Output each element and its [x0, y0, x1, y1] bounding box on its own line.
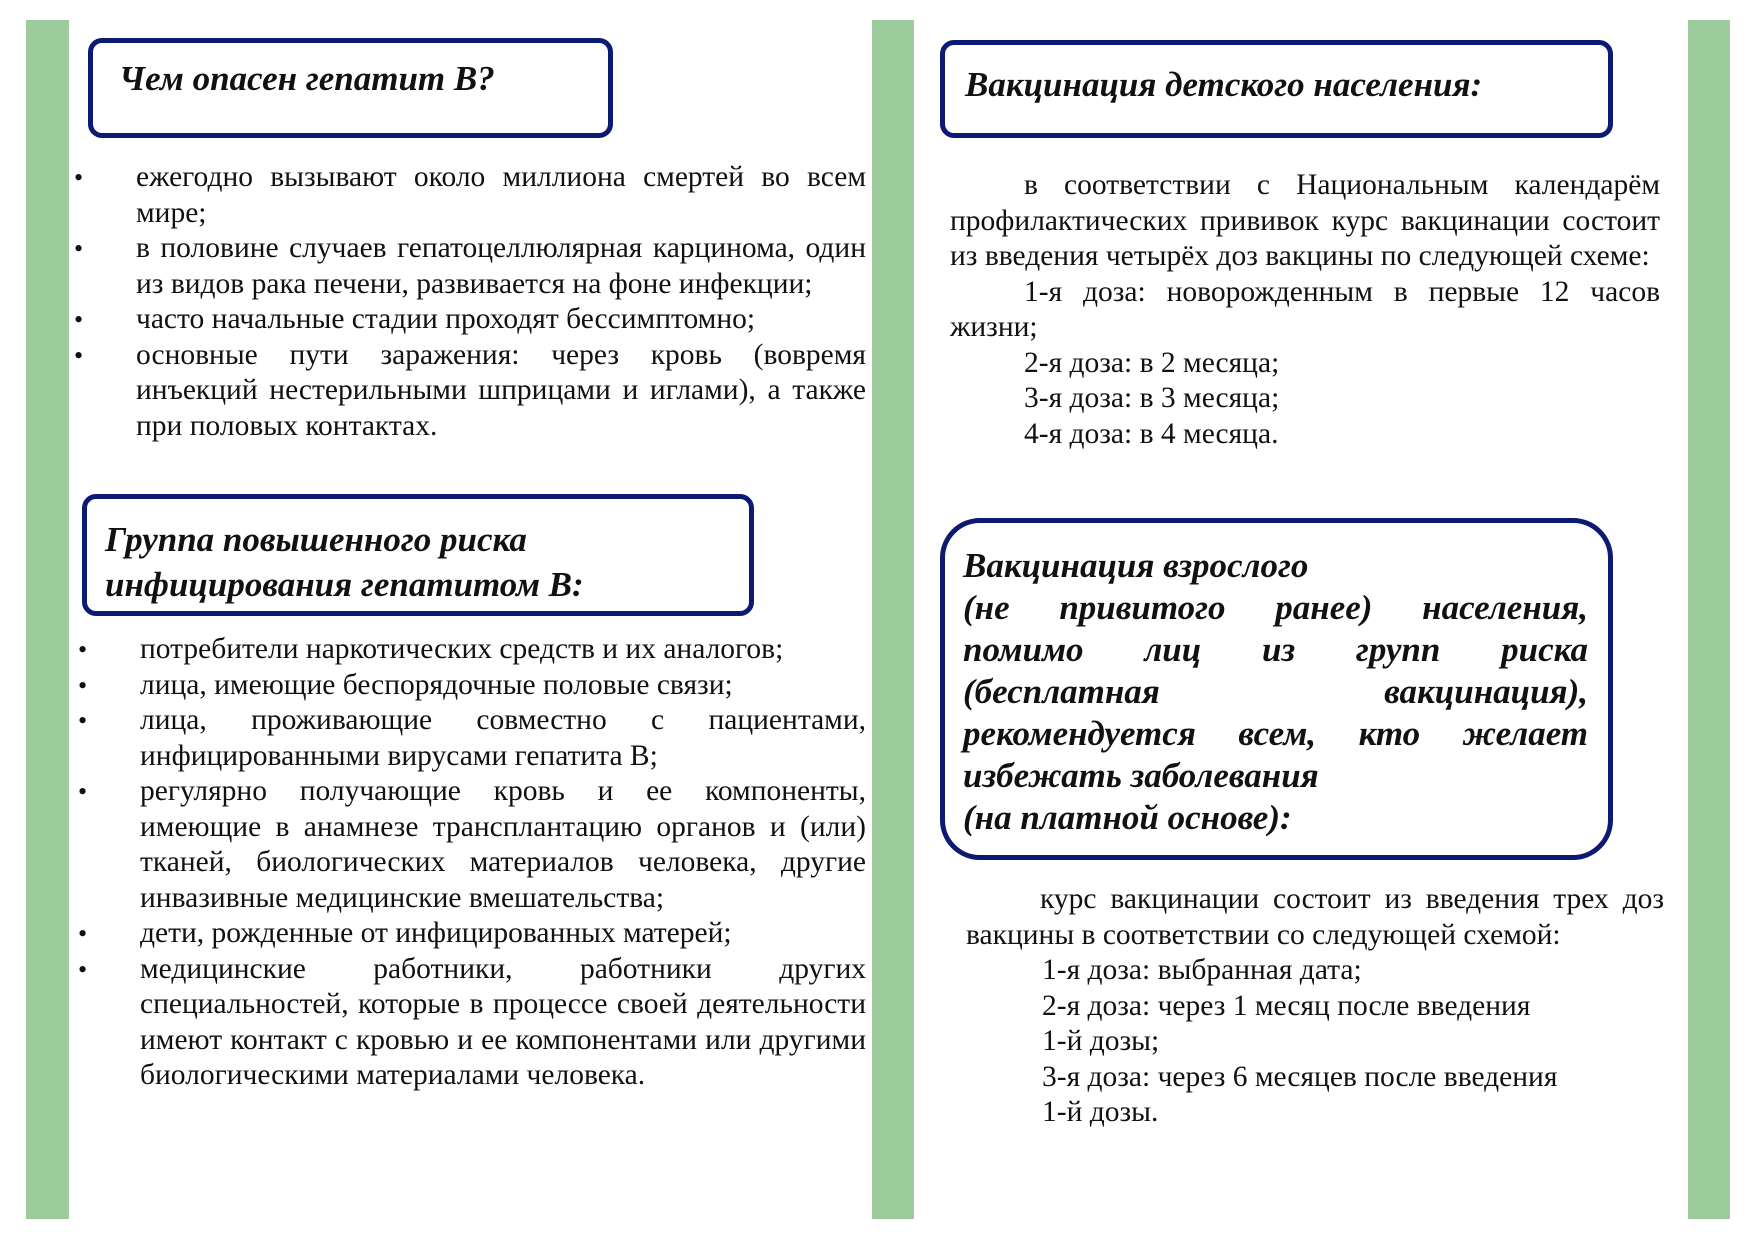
heading-adult-line: (на платной основе): [963, 798, 1292, 837]
child-vaccination-text [950, 168, 1660, 452]
heading-risk-group-line2: инфицирования гепатитом В: [105, 565, 584, 604]
list-item: • ежегодно вызывают около миллиона смертей во всем мире; [74, 161, 866, 229]
adult-dose-2: 2-я доза: через 1 месяц после введения [1042, 989, 1531, 1022]
bullet-icon: • [74, 340, 84, 370]
heading-child-vaccination: Вакцинация детского населения: [965, 65, 1483, 104]
heading-adult-line: избежать заболевания [963, 756, 1319, 795]
heading-adult-line: (не привитого ранее) населения, [963, 588, 1588, 627]
bullet-icon: • [74, 305, 84, 334]
adult-dose-3-cont: 1-й дозы. [1042, 1096, 1159, 1128]
child-dose-4: 4-я доза: в 4 месяца. [1024, 417, 1279, 450]
bullet-icon: • [74, 234, 84, 263]
heading-adult-line: Вакцинация взрослого [963, 546, 1309, 585]
heading-danger-box [88, 38, 613, 138]
heading-adult-line: помимо лиц из групп риска [963, 630, 1588, 669]
adult-dose-3: 3-я доза: через 6 месяцев после введения [1042, 1060, 1558, 1093]
bullet-icon: • [78, 706, 88, 735]
list-item: • часто начальные стадии проходят бессимптомно; [136, 302, 866, 338]
child-dose-1: 1-я доза: новорожденным в первые 12 часов жизни; [950, 275, 1660, 343]
middle-green-stripe [872, 20, 914, 1219]
child-intro: в соответствии с Национальным календарём профилактических прививок курс вакцинации состоит из введения четырёх доз вакцины по следующей схеме: [950, 169, 1660, 272]
danger-list [74, 160, 866, 444]
heading-adult-line: рекомендуется всем, кто желает [963, 714, 1588, 753]
list-item: • медицинские работники, работники других специальностей, которые в процессе своей деятельности имеют контакт с кровью и ее компонентами или другими биологическими материалами человека. [78, 952, 866, 1091]
child-dose-3: 3-я доза: в 3 месяца; [1024, 382, 1280, 414]
adult-vaccination-text [966, 882, 1664, 1131]
heading-risk-group-box [82, 494, 754, 616]
bullet-icon: • [78, 670, 88, 700]
list-item: • в половине случаев гепатоцеллюлярная карцинома, один из видов рака печени, развивается на фоне инфекции; [74, 232, 866, 300]
risk-group-list [78, 632, 866, 1094]
list-item: • лица, проживающие совместно с пациентами, инфицированными вирусами гепатита В; [78, 704, 866, 772]
list-item: • основные пути заражения: через кровь (вовремя инъекций нестерильными шприцами и иглами), а также при половых контактах. [74, 338, 866, 442]
left-green-stripe [26, 20, 69, 1219]
bullet-icon: • [78, 919, 88, 948]
heading-child-vaccination-box [940, 40, 1613, 138]
heading-danger: Чем опасен гепатит В? [119, 59, 495, 98]
adult-dose-2-cont: 1-й дозы; [1042, 1025, 1160, 1057]
heading-adult-vaccination-box [940, 518, 1613, 860]
right-green-stripe [1688, 20, 1730, 1219]
bullet-icon: • [74, 163, 84, 192]
heading-adult-line: (бесплатная вакцинация), [963, 672, 1588, 711]
adult-intro: курс вакцинации состоит из введения трех доз вакцины в соответствии со следующей схемой: [966, 883, 1664, 951]
list-item: • регулярно получающие кровь и ее компоненты, имеющие в анамнезе трансплантацию органов и (или) тканей, биологических материалов человека, другие инвазивные медицинские вмешательства; [78, 775, 866, 914]
child-dose-2: 2-я доза: в 2 месяца; [1024, 346, 1280, 379]
list-item: • потребители наркотических средств и их аналогов; [140, 632, 866, 668]
heading-risk-group-line1: Группа повышенного риска [105, 520, 527, 559]
adult-dose-1: 1-я доза: выбранная дата; [1042, 954, 1362, 986]
bullet-icon: • [78, 954, 88, 984]
bullet-icon: • [78, 777, 88, 806]
list-item: • дети, рожденные от инфицированных матерей; [140, 916, 866, 952]
list-item: • лица, имеющие беспорядочные половые связи; [140, 668, 866, 704]
bullet-icon: • [78, 635, 88, 664]
